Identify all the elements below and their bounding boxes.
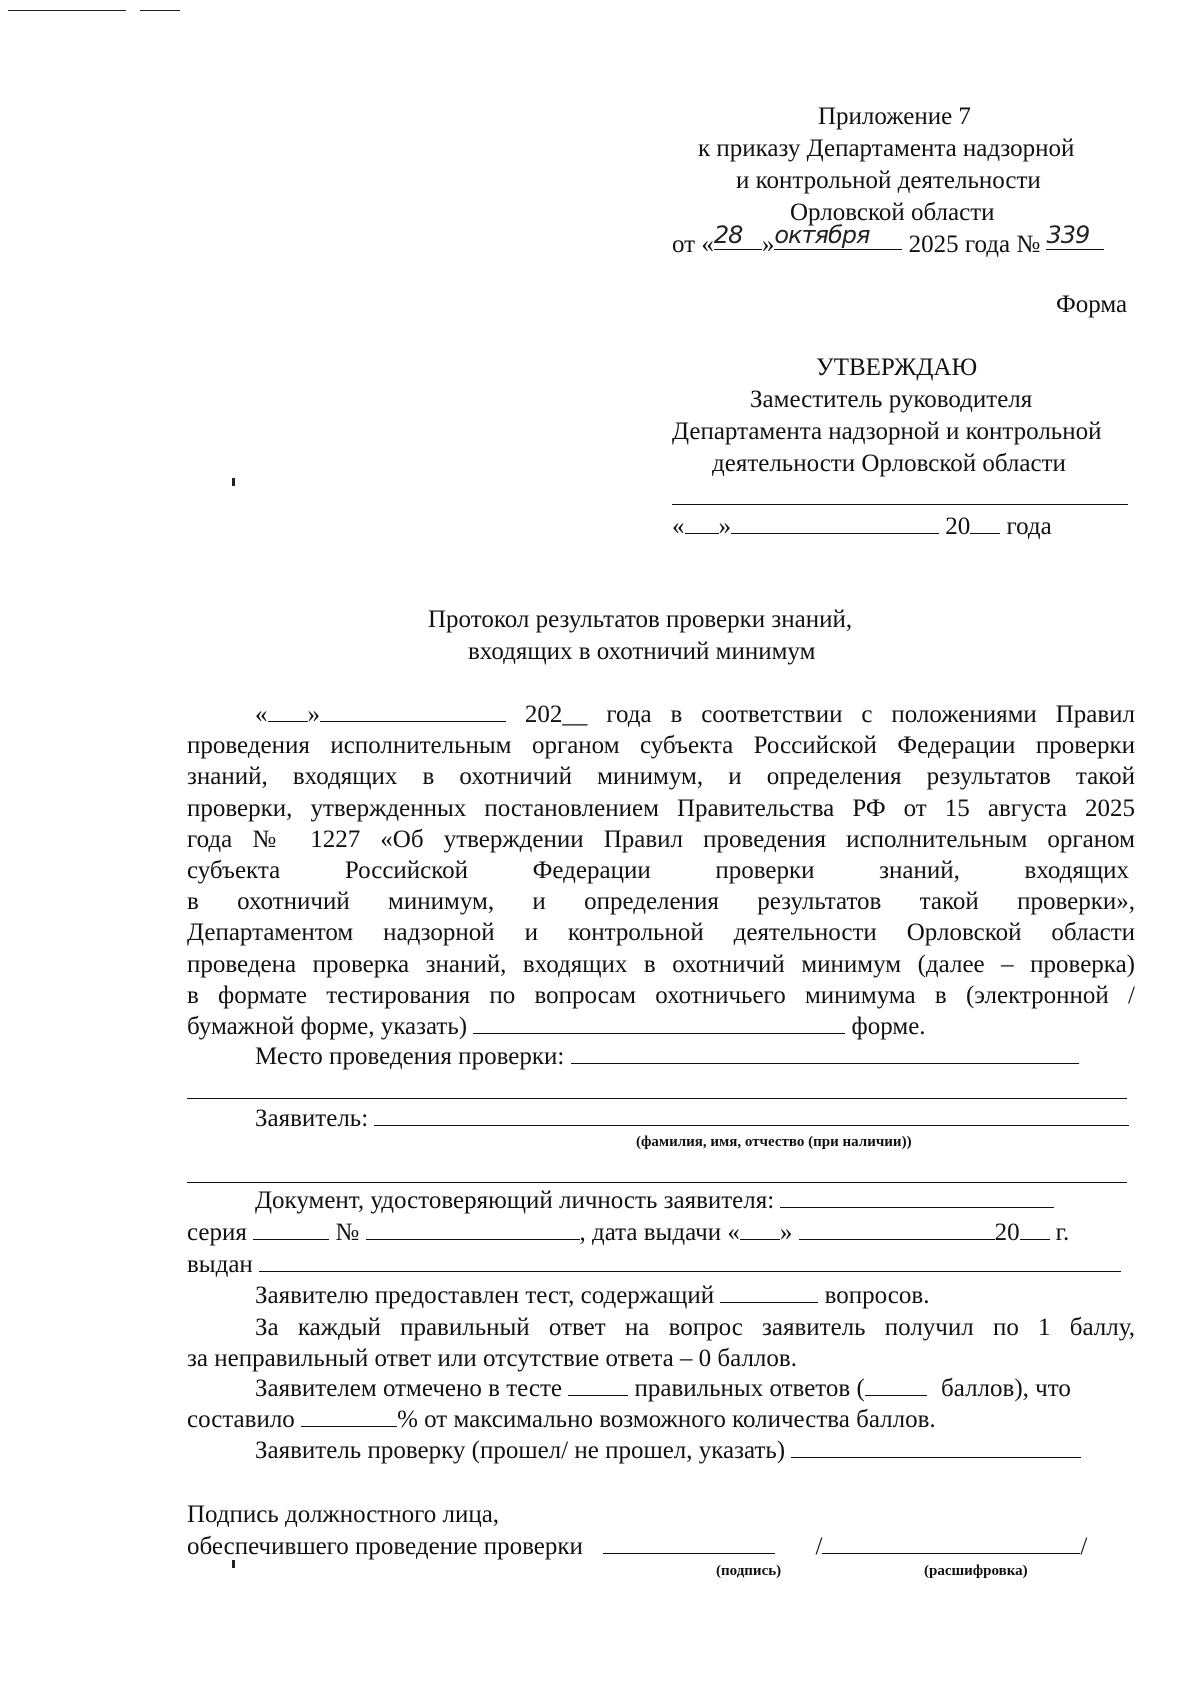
order-month: октября (774, 221, 870, 249)
approval-signature-line (672, 504, 1128, 505)
approval-title: УТВЕРЖДАЮ (816, 354, 978, 381)
signature-title: Подпись должностного лица, (187, 1501, 500, 1528)
applicant-label: Заявитель: (255, 1105, 369, 1132)
scoring-line: за неправильный ответ или отсутствие ответа – 0 баллов. (187, 1345, 797, 1373)
intro-line: бумажной форме, указать) форме. (187, 1013, 926, 1041)
issue-day-field (740, 1219, 780, 1240)
place-field (571, 1043, 1079, 1064)
order-date-line (672, 221, 1104, 260)
intro-line: проведена проверка знаний, входящих в охотничий минимум (далее – проверка) (187, 950, 1135, 978)
applicant-line (255, 1104, 1129, 1134)
issue-year-field (1020, 1219, 1050, 1240)
scan-mark (140, 10, 180, 11)
intro-line: проведения исполнительным органом субъекта Российской Федерации проверки (187, 732, 1135, 760)
intro-line: в формате тестирования по вопросам охотничьего минимума в (электронной / (187, 981, 1135, 1009)
document-line (255, 1186, 1054, 1216)
intro-line: года № 1227 «Об утверждении Правил проведения исполнительным органом (187, 825, 1135, 853)
points-field (865, 1375, 927, 1396)
issued-by-field (259, 1251, 1121, 1272)
intro-line: Департаментом надзорной и контрольной деятельности Орловской области (187, 919, 1135, 947)
intro-line: в охотничий минимум, и определения результатов такой проверки», (187, 888, 1135, 916)
approval-line: Департамента надзорной и контрольной (672, 418, 1102, 445)
applicant-field-continuation (187, 1182, 1127, 1183)
issue-month-field (799, 1219, 995, 1240)
intro-line: знаний, входящих в охотничий минимум, и определения результатов такой (187, 763, 1135, 791)
outcome-field (791, 1437, 1081, 1458)
appendix-title: Приложение 7 (818, 103, 971, 130)
order-day-field (713, 221, 762, 250)
document-label: Документ, удостоверяющий личность заявителя: (255, 1187, 775, 1214)
signature-caption: (подпись) (716, 1563, 782, 1579)
scan-dot (232, 478, 235, 486)
approval-day-field (685, 513, 719, 534)
signature-decode-field (822, 1533, 1080, 1554)
applicant-caption: (фамилия, имя, отчество (при наличии)) (636, 1134, 912, 1150)
test-line: Заявителю предоставлен тест, содержащий вопросов. (255, 1282, 930, 1309)
order-month-field (774, 221, 902, 250)
intro-line: « » 202__ года в соответствии с положениями Правил (255, 701, 1135, 728)
outcome-line: Заявитель проверку (прошел/ не прошел, указать) (255, 1436, 1081, 1466)
series-field (253, 1219, 329, 1240)
place-line (255, 1042, 1079, 1072)
order-number-field (1046, 221, 1104, 250)
test-form-field (473, 1013, 845, 1034)
document-field (780, 1187, 1054, 1208)
protocol-title: входящих в охотничий минимум (468, 638, 816, 665)
form-label: Форма (1056, 291, 1128, 318)
place-label: Место проведения проверки: (255, 1043, 565, 1070)
header-line: к приказу Департамента надзорной (698, 135, 1075, 162)
header-line: и контрольной деятельности (736, 167, 1041, 194)
approval-month-field (731, 513, 939, 534)
order-number: 339 (1046, 221, 1090, 249)
intro-line: проверки, утвержденных постановлением Правительства РФ от 15 августа 2025 (187, 794, 1135, 822)
scoring-paragraph (187, 1312, 1135, 1374)
issued-by-line: выдан (187, 1250, 1121, 1280)
approval-line: Заместитель руководителя (750, 386, 1033, 413)
place-field-continuation (187, 1098, 1127, 1099)
date-mid: » (761, 231, 775, 258)
protocol-month-field (320, 701, 506, 722)
protocol-day-field (268, 701, 308, 722)
approval-date-line: « » 20 года (672, 513, 1052, 540)
intro-line: субъекта Российской Федерации проверки знаний, входящих (187, 857, 1129, 885)
date-prefix: от « (672, 231, 714, 258)
approval-line: деятельности Орловской области (712, 450, 1066, 477)
order-day: 28 (713, 221, 743, 249)
scan-mark (8, 10, 126, 11)
protocol-title: Протокол результатов проверки знаний, (428, 606, 853, 633)
questions-count-field (720, 1282, 818, 1303)
correct-answers-field (568, 1375, 628, 1396)
series-line: серия № , дата выдачи « » 20 г. (187, 1219, 1070, 1246)
signature-field (603, 1533, 775, 1554)
number-field (366, 1219, 580, 1240)
result-line: Заявителем отмечено в тесте правильных ответов ( баллов), что (255, 1375, 1071, 1402)
header-line: Орловской области (790, 199, 995, 226)
approval-year-field (970, 513, 1000, 534)
scoring-line: За каждый правильный ответ на вопрос заявитель получил по 1 баллу, (255, 1314, 1135, 1341)
percent-field (301, 1406, 397, 1427)
date-year: 2025 года № (908, 231, 1041, 258)
signature-line: обеспечившего проведение проверки / / (187, 1533, 1088, 1560)
decode-caption: (расшифровка) (924, 1563, 1028, 1579)
applicant-field (374, 1105, 1129, 1126)
result-line: составило % от максимально возможного количества баллов. (187, 1406, 936, 1433)
intro-paragraph (187, 699, 1135, 1042)
